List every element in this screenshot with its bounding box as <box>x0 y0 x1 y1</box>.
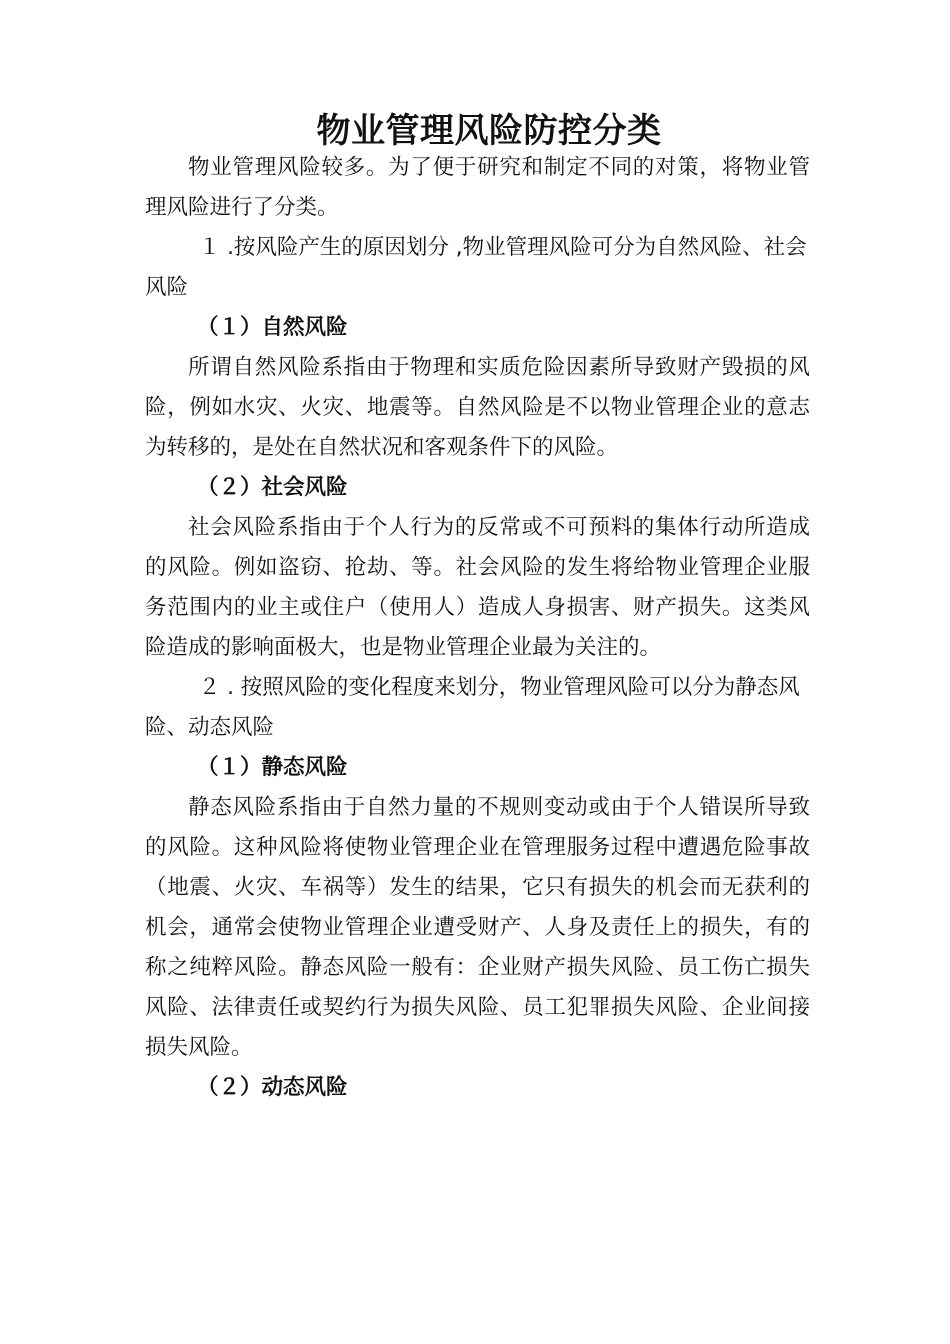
section-2-1-paragraph: 静态风险系指由于自然力量的不规则变动或由于个人错误所导致的风险。这种风险将使物业管理企业在管理服务过程中遭遇危险事故（地震、火灾、车祸等）发生的结果，它只有损失的机会而无获利的机会，通常会使物业管理企业遭受财产、人身及责任上的损失，有的称之纯粹风险。静态风险一般有：企业财产损失风险、员工伤亡损失风险、法律责任或契约行为损失风险、员工犯罪损失风险、企业间接损失风险。 <box>145 795 810 1060</box>
document-body <box>145 148 810 1108</box>
section-1-2-paragraph: 社会风险系指由于个人行为的反常或不可预料的集体行动所造成的风险。例如盗窃、抢劫、等。社会风险的发生将给物业管理企业服务范围内的业主或住户（使用人）造成人身损害、财产损失。这类风险造成的影响面极大，也是物业管理企业最为关注的。 <box>145 515 810 660</box>
intro-paragraph: 物业管理风险较多。为了便于研究和制定不同的对策，将物业管理风险进行了分类。 <box>145 155 810 220</box>
section-1-1-paragraph: 所谓自然风险系指由于物理和实质危险因素所导致财产毁损的风险，例如水灾、火灾、地震等。自然风险是不以物业管理企业的意志为转移的，是处在自然状况和客观条件下的风险。 <box>145 355 810 460</box>
document-title: 物业管理风险防控分类 <box>316 110 662 151</box>
section-1-2-heading: （２）社会风险 <box>197 475 348 500</box>
section-2-2-heading: （２）动态风险 <box>197 1075 348 1100</box>
section-2-1-heading: （１）静态风险 <box>197 755 348 780</box>
section-1-heading: １ .按风险产生的原因划分 ,物业管理风险可分为自然风险、社会风险 <box>145 235 807 300</box>
section-1-1-heading: （１）自然风险 <box>197 315 348 340</box>
section-2-heading: ２ . 按照风险的变化程度来划分，物业管理风险可以分为静态风险、动态风险 <box>145 675 800 740</box>
